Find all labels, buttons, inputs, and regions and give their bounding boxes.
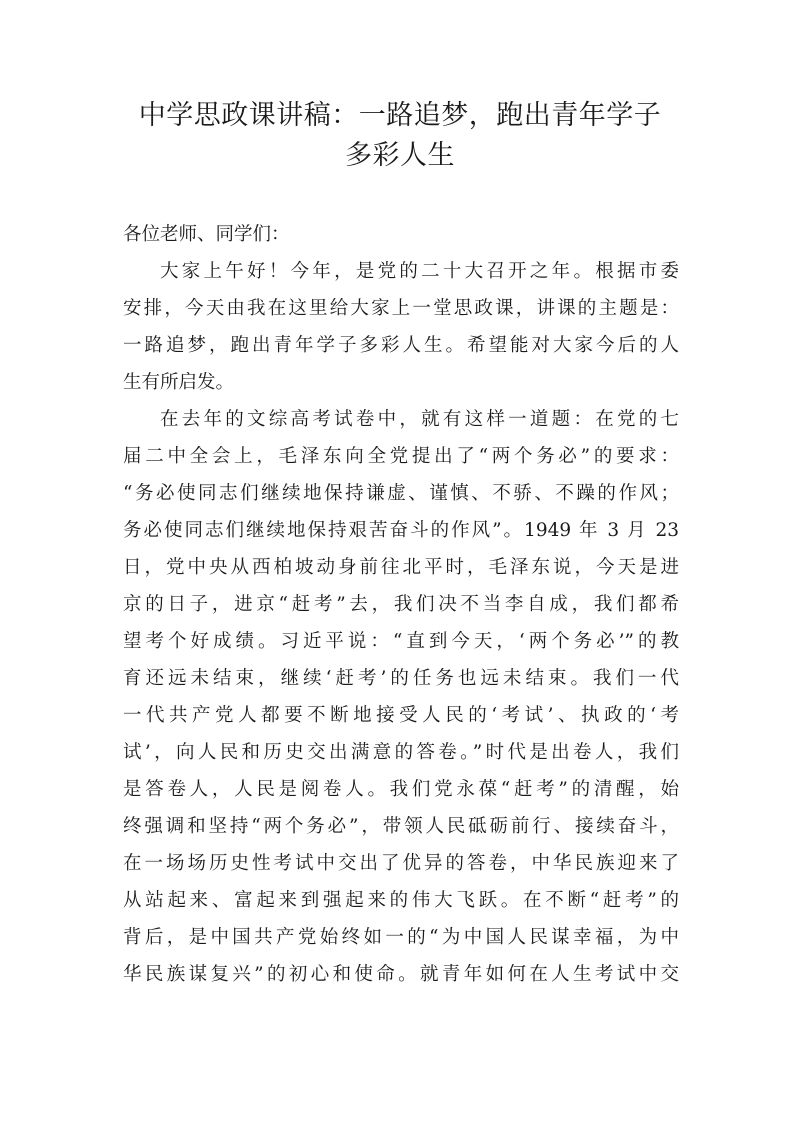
text-line: 大家上午好！今年，是党的二十大召开之年。根据市委 xyxy=(160,261,679,282)
text-line: 从站起来、富起来到强起来的伟大飞跃。在不断“赶考”的 xyxy=(123,890,679,911)
text-line: 背后，是中国共产党始终如一的“为中国人民谋幸福，为中 xyxy=(123,927,679,948)
greeting: 各位老师、同学们： xyxy=(123,224,290,245)
text-line: 一代共产党人都要不断地接受人民的‘考试’、执政的‘考 xyxy=(123,705,679,726)
text-line: 在一场场历史性考试中交出了优异的答卷，中华民族迎来了 xyxy=(123,853,679,874)
text-line: 一路追梦，跑出青年学子多彩人生。希望能对大家今后的人 xyxy=(123,335,679,356)
text-line: 育还远未结束，继续‘赶考’的任务也远未结束。我们一代 xyxy=(123,668,679,689)
text-line: 届二中全会上，毛泽东向全党提出了“两个务必”的要求： xyxy=(123,446,679,467)
title-line: 中学思政课讲稿：一路追梦，跑出青年学子 xyxy=(138,100,662,131)
text-line: 是答卷人，人民是阅卷人。我们党永葆“赶考”的清醒，始 xyxy=(123,779,679,800)
text-line: “务必使同志们继续地保持谦虚、谨慎、不骄、不躁的作风； xyxy=(123,483,679,504)
text-line: 试’，向人民和历史交出满意的答卷。”时代是出卷人，我们 xyxy=(123,742,679,763)
text-line: 日，党中央从西柏坡动身前往北平时，毛泽东说，今天是进 xyxy=(123,557,679,578)
text-line: 在去年的文综高考试卷中，就有这样一道题：在党的七 xyxy=(160,409,679,430)
text-line: 望考个好成绩。习近平说：“直到今天，‘两个务必’”的教 xyxy=(123,631,679,652)
text-line: 务必使同志们继续地保持艰苦奋斗的作风”。1949 年 3 月 23 xyxy=(123,520,679,541)
document-title xyxy=(100,96,700,176)
text-line: 安排，今天由我在这里给大家上一堂思政课，讲课的主题是： xyxy=(123,298,679,319)
text-line: 京的日子，进京“赶考”去，我们决不当李自成，我们都希 xyxy=(123,594,679,615)
text-line: 生有所启发。 xyxy=(123,372,235,393)
text-line: 华民族谋复兴”的初心和使命。就青年如何在人生考试中交 xyxy=(123,964,679,985)
paragraph-1 xyxy=(123,253,679,401)
title-line: 多彩人生 xyxy=(345,140,455,171)
paragraph-2 xyxy=(123,401,679,993)
document-body xyxy=(123,216,679,993)
text-line: 终强调和坚持“两个务必”，带领人民砥砺前行、接续奋斗， xyxy=(123,816,679,837)
